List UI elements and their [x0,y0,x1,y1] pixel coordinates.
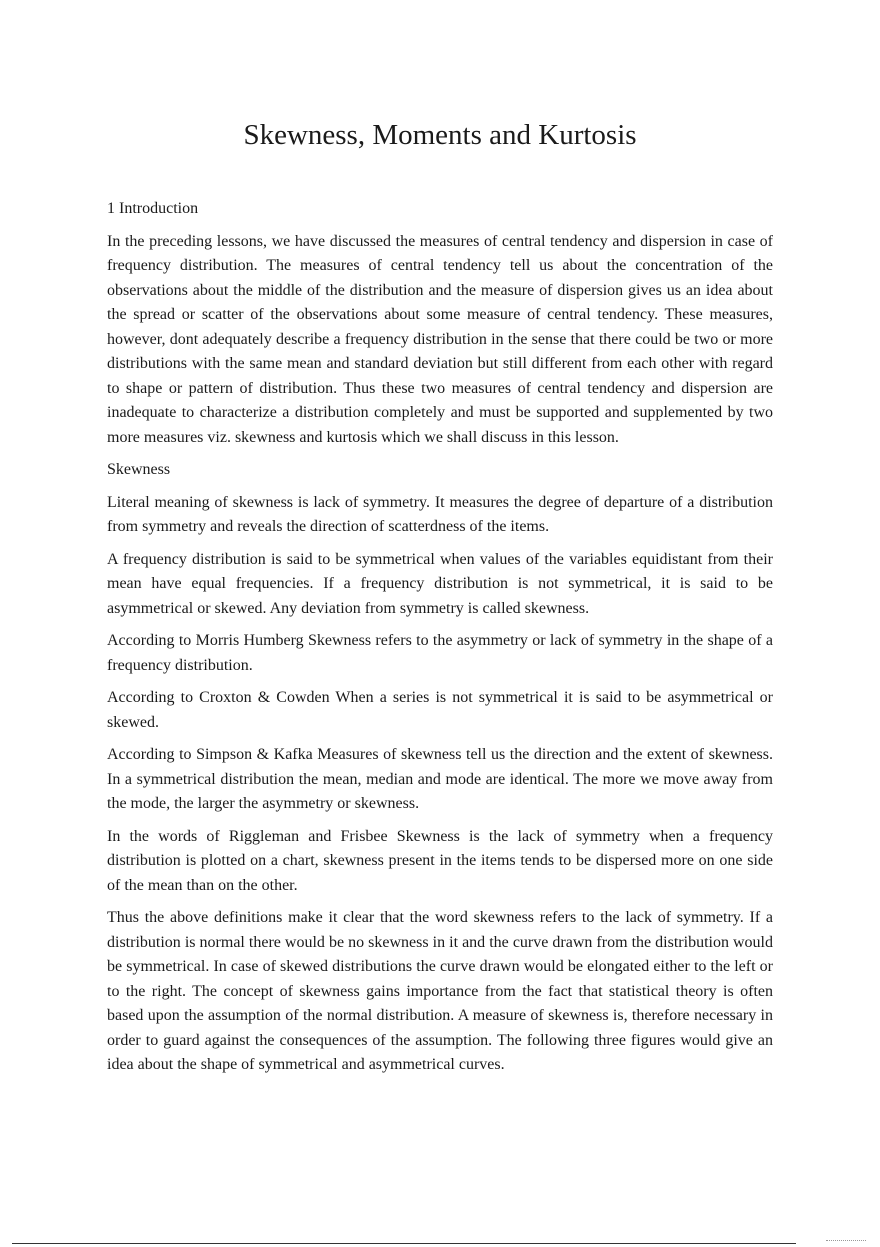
footer-divider [12,1243,796,1244]
paragraph-riggleman-frisbee: In the words of Riggleman and Frisbee Skewness is the lack of symmetry when a frequency distribution is plotted on a chart, skewness present in the items tends to be dispersed more on one side of the mean than on the other. [107,827,773,894]
paragraph-simpson-kafka: According to Simpson & Kafka Measures of skewness tell us the direction and the extent of skewness. In a symmetrical distribution the mean, median and mode are identical. The more we move away from the mode, the larger the asymmetry or skewness. [107,746,773,812]
paragraph-literal-meaning: Literal meaning of skewness is lack of symmetry. It measures the degree of departure of a distribution from symmetry and reveals the direction of scatterdness of the items. [107,493,773,535]
footer-mark [826,1240,866,1244]
section-heading-introduction: 1 Introduction [107,200,199,217]
paragraph-morris-humberg: According to Morris Humberg Skewness refers to the asymmetry or lack of symmetry in the shape of a frequency distribution. [107,632,773,674]
paragraph-conclusion: Thus the above definitions make it clear that the word skewness refers to the lack of symmetry. If a distribution is normal there would be no skewness in it and the curve drawn from the distribution would be symmetrical. In case of skewed distributions the curve drawn would be elongated either to the left or to the right. The concept of skewness gains importance from the fact that statistical theory is often based upon the assumption of the normal distribution. A measure of skewness is, therefore necessary in order to guard against the consequences of the assumption. The following three figures would give an idea about the shape of symmetrical and asymmetrical curves. [107,909,773,1073]
paragraph-croxton-cowden: According to Croxton & Cowden When a series is not symmetrical it is said to be asymmetrical or skewed. [107,689,773,731]
paragraph-introduction: In the preceding lessons, we have discussed the measures of central tendency and dispersion in case of frequency distribution. The measures of central tendency tell us about the concentration of the observations about the middle of the distribution and the measure of dispersion gives us an idea about the spread or scatter of the observations about some measure of central tendency. These measures, however, dont adequately describe a frequency distribution in the sense that there could be two or more distributions with the same mean and standard deviation but still different from each other with regard to shape or pattern of distribution. Thus these two measures of central tendency and dispersion are inadequate to characterize a distribution completely and must be supported and supplemented by two more measures viz. skewness and kurtosis which we shall discuss in this lesson. [107,232,773,446]
page-title: Skewness, Moments and Kurtosis [243,119,637,151]
section-heading-skewness: Skewness [107,461,171,478]
paragraph-symmetrical-definition: A frequency distribution is said to be symmetrical when values of the variables equidistant from their mean have equal frequencies. If a frequency distribution is not symmetrical, it is said to be asymmetrical or skewed. Any deviation from symmetry is called skewness. [107,550,773,617]
document-body [107,197,773,1086]
